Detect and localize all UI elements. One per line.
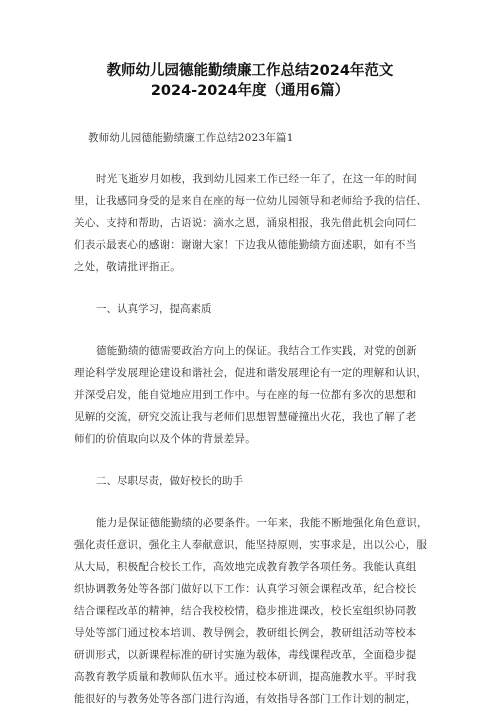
section-heading: 一、认真学习，提高素质 [96,303,212,315]
paragraph-line: 时光飞逝岁月如梭，我到幼儿园来工作已经一年了，在这一年的时间 [96,173,417,185]
paragraph-line: 研训形式，以新课程标准的研讨实施为载体，毒线课程改革，全面稳步提 [74,649,417,661]
paragraph-line: 理论科学发展理论建设和谐社会，促进和谐发展理论有一定的理解和认识， [74,367,428,379]
paragraph-line: 能力是保证德能勤绩的必要条件。一年来，我能不断地强化角色意识， [96,517,428,529]
paragraph-line: 能很好的与教务处等各部门进行沟通，有效指导各部门工作计划的制定， [74,693,417,705]
paragraph-line: 师们的价值取向以及个体的背景差异。 [74,433,256,445]
paragraph-line: 从大局，积极配合校长工作，高效地完成教育教学各项任务。我能认真组 [74,561,417,573]
section-subtitle: 教师幼儿园德能勤绩廉工作总结2023年篇1 [88,132,294,144]
paragraph-line: 高教育教学质量和教师队伍水平。通过校本研训，提高施教水平。平时我 [74,671,417,683]
document-title-year: 2024-2024年度（通用6篇） [150,83,350,99]
paragraph-line: 导处等部门通过校本培训、教导例会，教研组长例会，教研组活动等校本 [74,627,417,639]
paragraph-line: 结合课程改革的精神，结合我校校情，稳步推进课改，校长室组织协同教 [74,605,417,617]
paragraph-line: 并深受启发，能自觉地应用到工作中。与在座的每一位都有多次的思想和 [74,389,417,401]
section-heading: 二、尽职尽责，做好校长的助手 [96,475,243,487]
paragraph-line: 织协调教务处等各部门做好以下工作：认真学习领会课程改革，纪合校长 [74,583,417,595]
paragraph-line: 关心、支持和帮助，古语说：滴水之恩，涌泉相报，我先借此机会向同仁 [74,217,417,229]
document-title: 教师幼儿园德能勤绩廉工作总结2024年范文 [106,63,394,79]
paragraph-line: 德能勤绩的德需要政治方向上的保证。我结合工作实践，对党的创新 [96,345,417,357]
paragraph-line: 们表示最衷心的感谢：谢谢大家！下边我从德能勤绩方面述职，如有不当 [74,239,417,251]
paragraph-line: 见解的交流，研究交流让我与老师们思想智慧碰撞出火花，我也了解了老 [74,411,417,423]
paragraph-line: 里，让我感同身受的是来自在座的每一位幼儿园领导和老师给予我的信任、 [74,195,428,207]
paragraph-line: 之处，敬请批评指正。 [74,261,181,273]
paragraph-line: 强化责任意识，强化主人奉献意识，能坚持原则，实事求是，出以公心，服 [74,539,428,551]
